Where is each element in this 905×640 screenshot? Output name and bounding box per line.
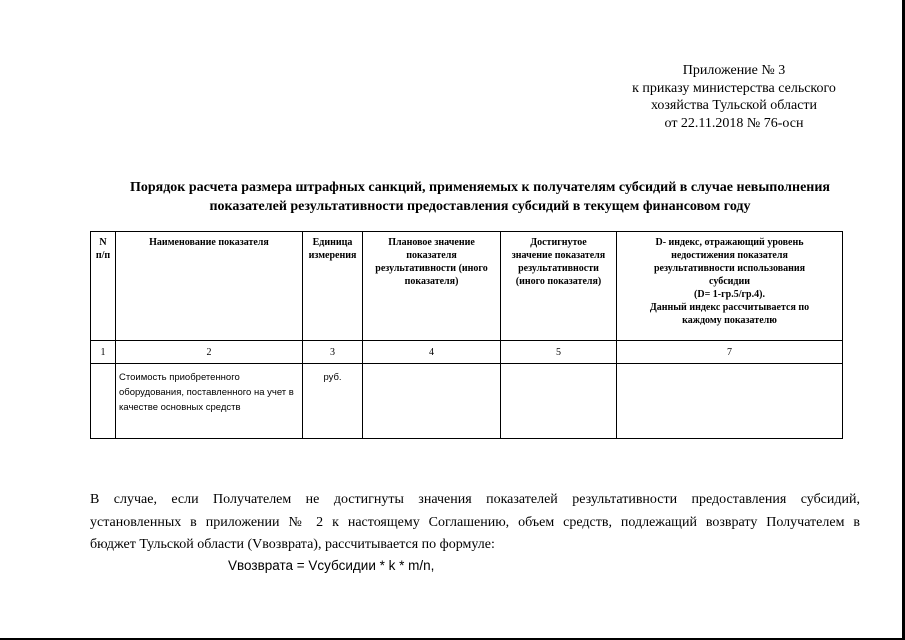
column-number: 4	[363, 341, 501, 364]
column-number: 1	[91, 341, 116, 364]
row-achieved-cell	[501, 364, 617, 439]
paragraph-line: бюджет Тульской области (Vвозврата), рассчитывается по формуле:	[90, 537, 495, 552]
appendix-header	[600, 62, 868, 132]
appendix-line: к приказу министерства сельского	[632, 80, 836, 96]
refund-formula: Vвозврата = Vсубсидии * k * m/n,	[228, 558, 435, 573]
row-num-cell	[91, 364, 116, 439]
title-line: Порядок расчета размера штрафных санкций, применяемых к получателям субсидий в случае невыполнения	[129, 180, 831, 195]
paragraph-line: В случае, если Получателем не достигнуты значения показателей результативности предоставления субсидий,	[90, 492, 860, 507]
paragraph-line: установленных в приложении № 2 к настоящему Соглашению, объем средств, подлежащий возврату Получателем в	[90, 514, 860, 530]
header-cell-unit: Единица измерения	[303, 232, 363, 341]
document-title	[60, 178, 900, 216]
header-cell-d-index: D- индекс, отражающий уровень недостижения показателя результативности использования субсидии (D= 1-гр.5/гр.4). Данный индекс рассчитывается по каждому показателю	[617, 232, 843, 341]
column-number: 3	[303, 341, 363, 364]
row-planned-cell	[363, 364, 501, 439]
title-line: показателей результативности предоставления субсидий в текущем финансовом году	[209, 199, 751, 214]
sanctions-table	[90, 231, 843, 439]
column-number: 7	[617, 341, 843, 364]
column-number: 5	[501, 341, 617, 364]
appendix-line: хозяйства Тульской области	[650, 98, 818, 113]
appendix-line: от 22.11.2018 № 76-осн	[664, 115, 804, 131]
row-unit-cell: руб.	[303, 364, 363, 439]
appendix-line: Приложение № 3	[682, 63, 786, 78]
header-cell-planned: Плановое значение показателя результативности (иного показателя)	[363, 232, 501, 341]
table-header-row	[91, 232, 843, 341]
column-number: 2	[116, 341, 303, 364]
column-number-row	[91, 341, 843, 364]
row-name-cell: Стоимость приобретенного оборудования, поставленного на учет в качестве основных средств	[116, 364, 303, 439]
header-cell-name: Наименование показателя	[116, 232, 303, 341]
row-d-index-cell	[617, 364, 843, 439]
body-paragraph	[90, 489, 860, 557]
header-cell-num: N п/п	[91, 232, 116, 341]
header-cell-achieved: Достигнутое значение показателя результативности (иного показателя)	[501, 232, 617, 341]
table-row	[91, 364, 843, 439]
